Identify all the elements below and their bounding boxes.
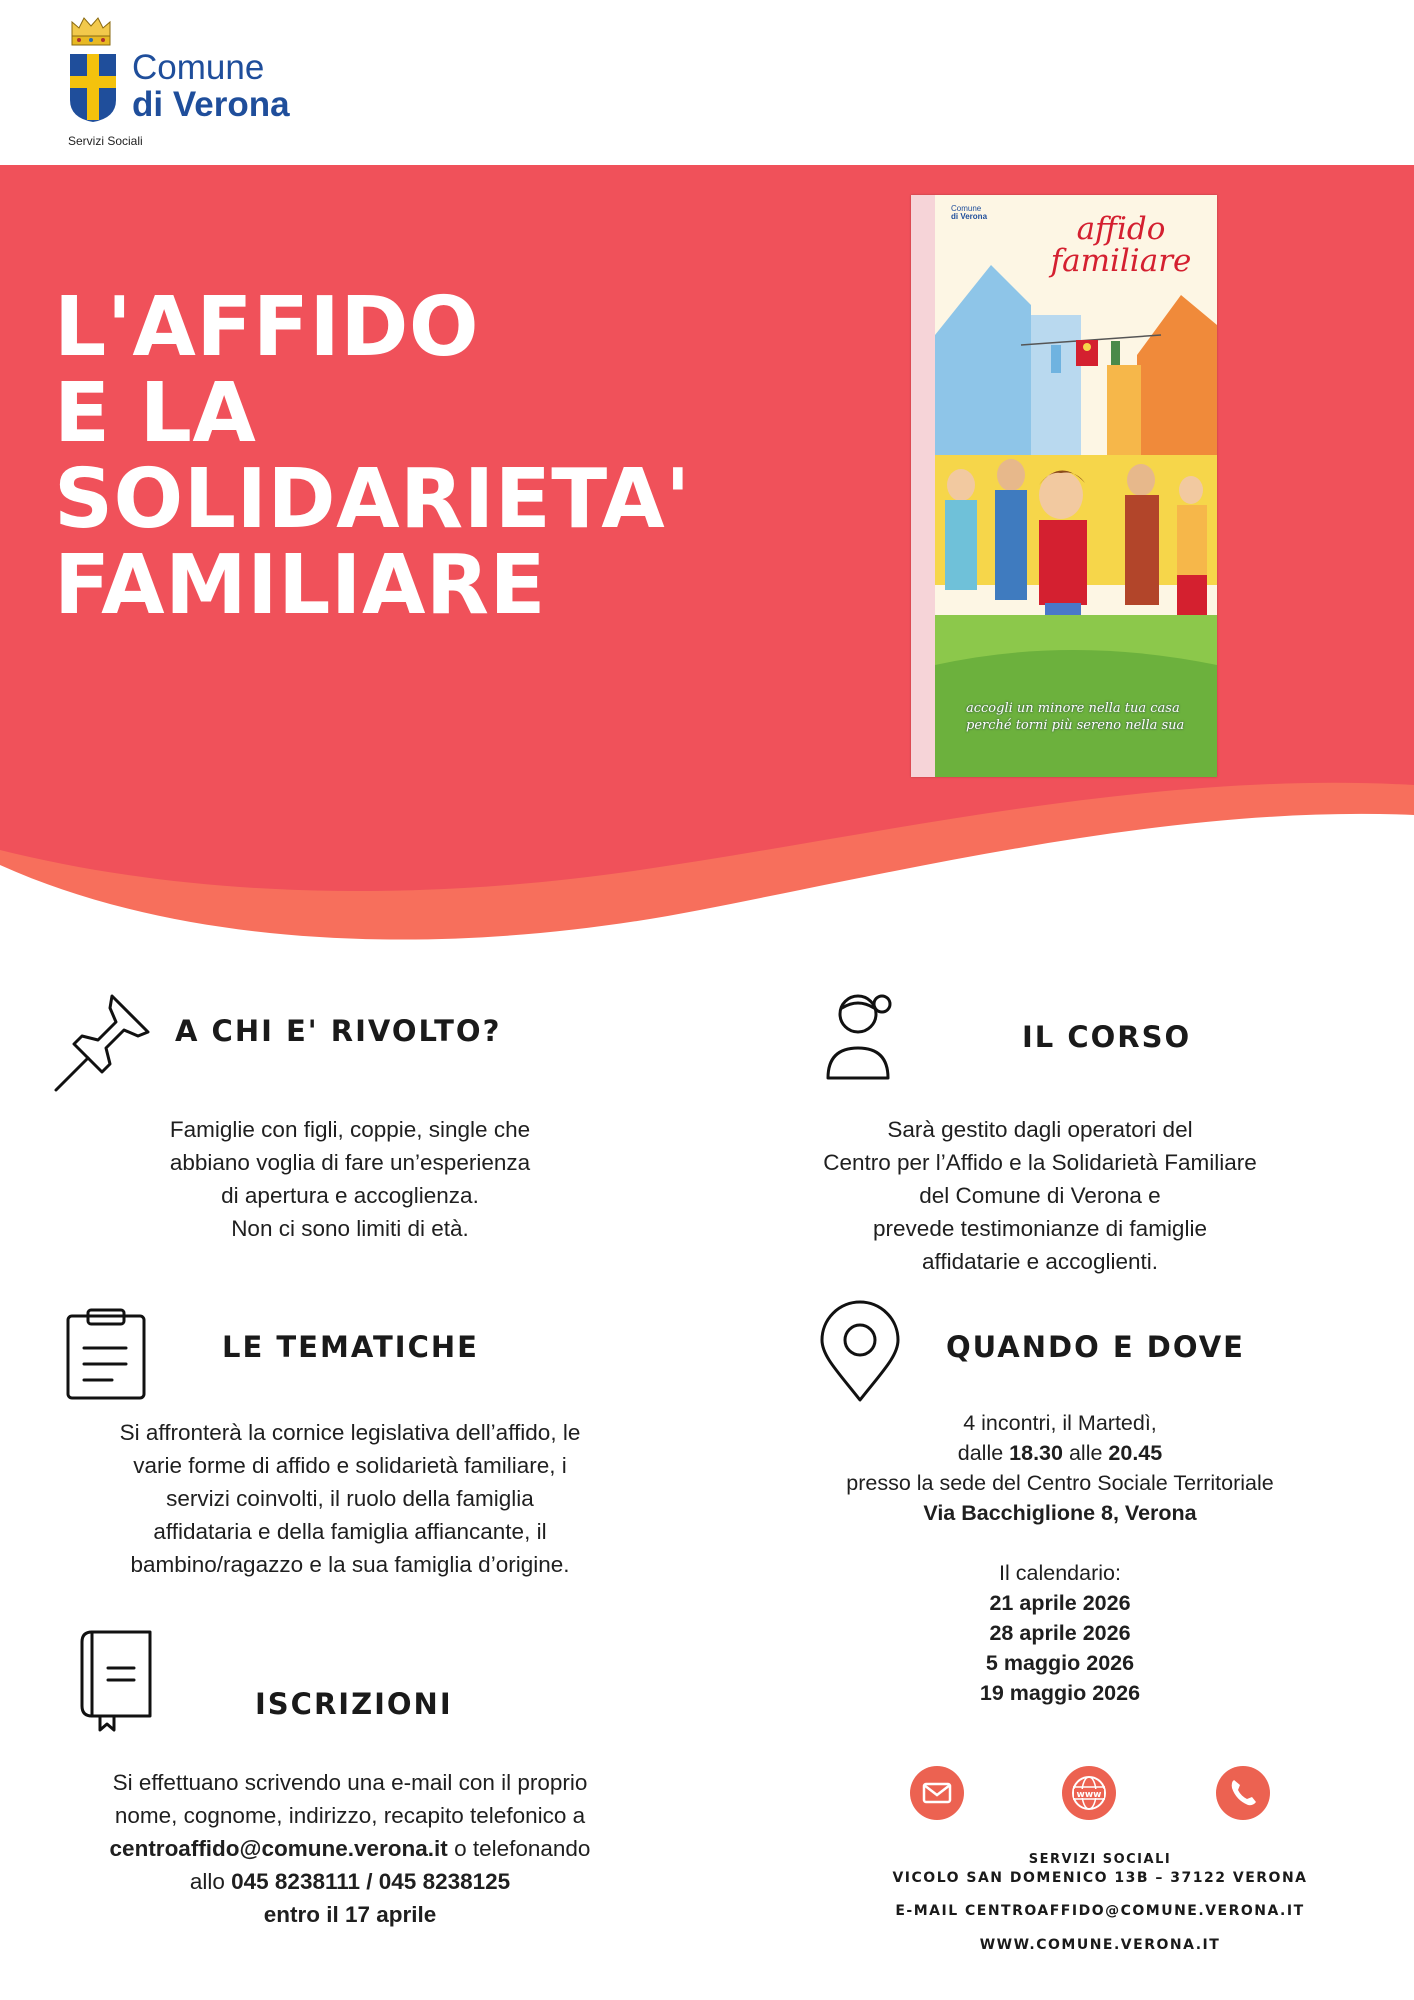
coat-of-arms-shield-icon (68, 52, 118, 124)
notebook-icon (78, 1628, 156, 1734)
email-line (50, 1832, 650, 1865)
comune-di-verona-logo (68, 14, 338, 154)
address: Via Bacchiglione 8, Verona (923, 1501, 1197, 1525)
body-line: servizi coinvolti, il ruolo della famiglia (166, 1486, 534, 1511)
section-body-course (740, 1113, 1340, 1278)
section-heading-when-where: QUANDO E DOVE (946, 1330, 1245, 1364)
section-body-when-where (760, 1408, 1360, 1708)
location-pin-icon (818, 1300, 902, 1404)
calendar-date (760, 1678, 1360, 1708)
hero-title-line: FAMILIARE (54, 538, 547, 633)
phone-icon[interactable] (1216, 1766, 1270, 1820)
body-line: Famiglie con figli, coppie, single che (169, 1117, 531, 1142)
calendar-date (760, 1648, 1360, 1678)
brochure-tagline (966, 700, 1211, 734)
mail-icon[interactable] (910, 1766, 964, 1820)
body-line: Si effettuano scrivendo una e-mail con il proprio (112, 1770, 588, 1795)
body-line: Si affronterà la cornice legislativa dell’affido, le (119, 1420, 581, 1445)
section-body-target (70, 1113, 630, 1245)
section-heading-target: A CHI E' RIVOLTO? (175, 1014, 502, 1048)
address-line (760, 1498, 1360, 1528)
section-body-topics (50, 1416, 650, 1581)
footer-email[interactable]: E-MAIL CENTROAFFIDO@COMUNE.VERONA.IT (895, 1903, 1305, 1919)
calendar-date-text: 5 maggio 2026 (985, 1651, 1135, 1675)
brochure-tagline-line-2: perché torni più sereno nella sua (966, 718, 1185, 733)
hero-title-line: SOLIDARIETA' (54, 452, 691, 547)
body-line: Centro per l’Affido e la Solidarietà Familiare (823, 1150, 1257, 1175)
body-line: varie forme di affido e solidarietà familiare, i (133, 1453, 567, 1478)
deadline-line (50, 1898, 650, 1931)
body-line: di apertura e accoglienza. (221, 1183, 479, 1208)
section-body-signup (50, 1766, 650, 1931)
body-line: 4 incontri, il Martedì, (963, 1411, 1157, 1435)
logo-line-2: di Verona (132, 84, 290, 124)
brochure-illustration (911, 195, 1217, 777)
signup-email[interactable]: centroaffido@comune.verona.it (109, 1836, 448, 1861)
time-start: 18.30 (1009, 1441, 1063, 1465)
brochure-cover (911, 195, 1217, 777)
calendar-date-text: 28 aprile 2026 (989, 1621, 1131, 1645)
signup-deadline: entro il 17 aprile (263, 1902, 437, 1927)
section-heading-signup: ISCRIZIONI (255, 1687, 453, 1721)
pushpin-icon (50, 990, 155, 1095)
logo-subtitle: Servizi Sociali (68, 134, 143, 148)
body-line: Non ci sono limiti di età. (231, 1216, 469, 1241)
body-line: abbiano voglia di fare un’esperienza (169, 1150, 531, 1175)
brochure-title (1046, 213, 1196, 277)
body-line: prevede testimonianze di famiglie (873, 1216, 1207, 1241)
footer-office: SERVIZI SOCIALI (1028, 1852, 1172, 1867)
hero-title-line: L'AFFIDO (54, 280, 480, 375)
brochure-title-line-2: familiare (1050, 243, 1192, 279)
www-label: www (1076, 1790, 1102, 1800)
section-heading-course: IL CORSO (1022, 1020, 1192, 1054)
body-line: nome, cognome, indirizzo, recapito telefonico a (114, 1803, 586, 1828)
brochure-logo-line-1: Comune (951, 204, 982, 213)
footer-address: VICOLO SAN DOMENICO 13B – 37122 VERONA (892, 1870, 1308, 1886)
phone-line (50, 1865, 650, 1898)
calendar-label: Il calendario: (999, 1561, 1121, 1585)
body-line: affidataria e della famiglia affiancante, il (153, 1519, 547, 1544)
calendar-date-text: 19 maggio 2026 (979, 1681, 1141, 1705)
www-icon[interactable] (1062, 1766, 1116, 1820)
hero-title (54, 280, 814, 633)
brochure-title-line-1: affido (1076, 211, 1166, 247)
phone-line-prefix: allo (189, 1869, 225, 1894)
clipboard-icon (64, 1308, 148, 1400)
body-line: Sarà gestito dagli operatori del (887, 1117, 1193, 1142)
time-line (760, 1438, 1360, 1468)
hero-title-line: E LA (54, 366, 257, 461)
spacer (760, 1528, 1360, 1558)
signup-phones[interactable]: 045 8238111 / 045 8238125 (231, 1869, 511, 1894)
body-line: affidatarie e accoglienti. (922, 1249, 1158, 1274)
time-prefix: dalle (957, 1441, 1004, 1465)
time-end: 20.45 (1108, 1441, 1163, 1465)
logo-text (132, 50, 290, 124)
logo-line-1: Comune (132, 48, 265, 87)
brochure-tagline-line-1: accogli un minore nella tua casa (966, 701, 1180, 716)
calendar-date-text: 21 aprile 2026 (989, 1591, 1131, 1615)
section-heading-topics: LE TEMATICHE (222, 1330, 479, 1364)
brochure-logo (951, 205, 987, 222)
time-mid: alle (1068, 1441, 1103, 1465)
crown-icon (68, 14, 114, 48)
person-icon (820, 990, 902, 1082)
footer-website[interactable]: WWW.COMUNE.VERONA.IT (979, 1937, 1221, 1953)
calendar-date (760, 1588, 1360, 1618)
calendar-date (760, 1618, 1360, 1648)
body-line: bambino/ragazzo e la sua famiglia d’origine. (130, 1552, 570, 1577)
email-line-suffix: o telefonando (454, 1836, 591, 1861)
body-line: presso la sede del Centro Sociale Territoriale (846, 1471, 1274, 1495)
brochure-logo-line-2: di Verona (951, 212, 988, 222)
body-line: del Comune di Verona e (919, 1183, 1161, 1208)
